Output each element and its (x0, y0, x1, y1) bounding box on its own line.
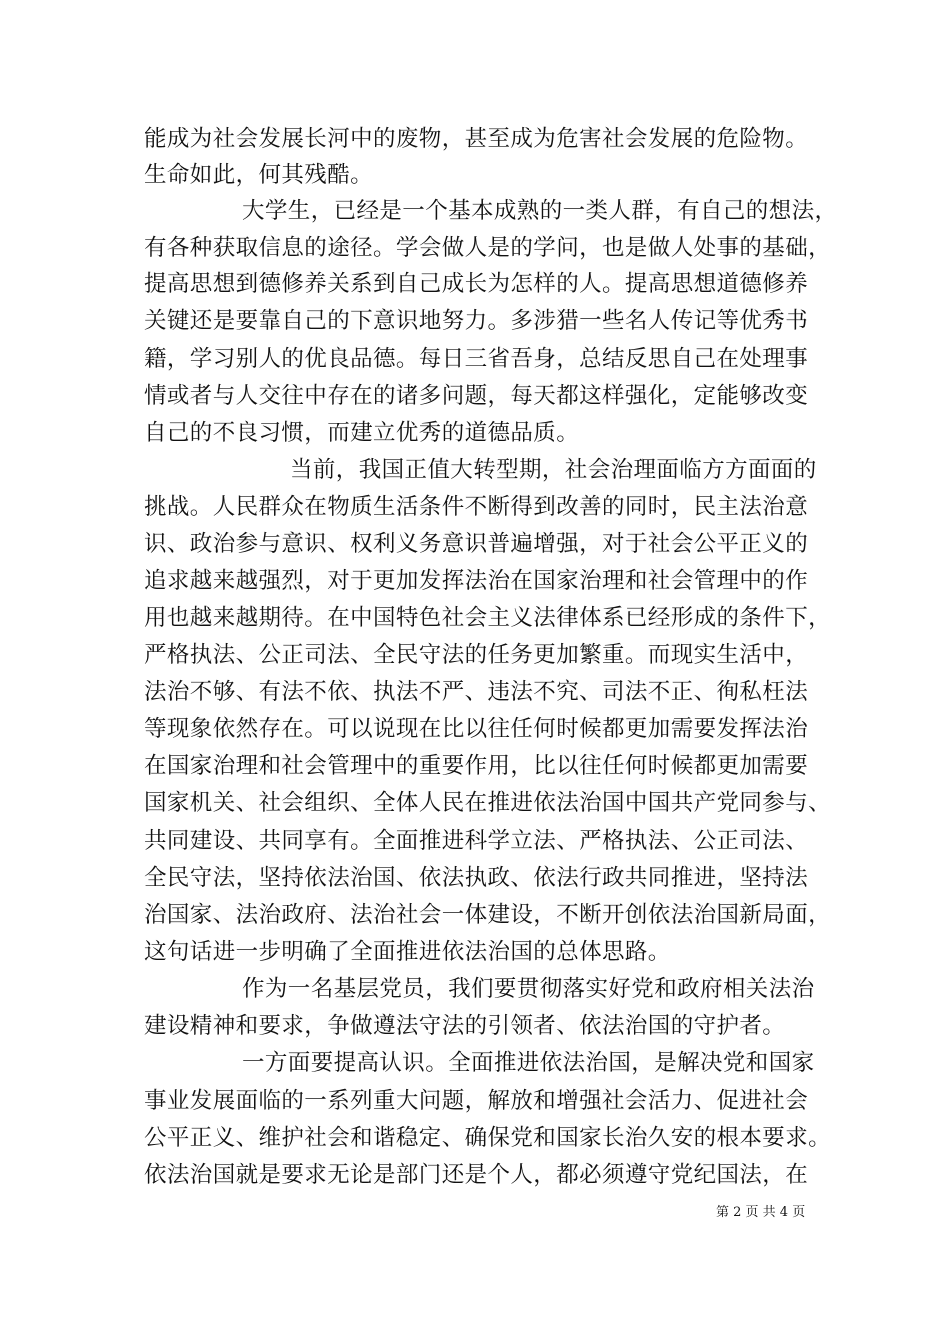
text-line: 生命如此，何其残酷。 (144, 162, 374, 188)
text-line: 依法治国就是要求无论是部门还是个人，都必须遵守党纪国法，在 (144, 1162, 809, 1188)
text-line: 治国家、法治政府、法治社会一体建设，不断开创依法治国新局面， (144, 902, 832, 928)
text-line: 法治不够、有法不依、执法不严、违法不究、司法不正、徇私枉法 (144, 679, 809, 705)
text-line: 自己的不良习惯，而建立优秀的道德品质。 (144, 420, 580, 446)
text-line: 挑战。人民群众在物质生活条件不断得到改善的同时，民主法治意 (144, 494, 809, 520)
text-line: 严格执法、公正司法、全民守法的任务更加繁重。而现实生活中， (144, 642, 809, 668)
page-number: 第 2 页 共 4 页 (716, 1205, 806, 1220)
paragraph-start-line: 大学生，已经是一个基本成熟的一类人群，有自己的想法， (242, 198, 838, 224)
text-line: 有各种获取信息的途径。学会做人是的学问，也是做人处事的基础， (144, 235, 832, 261)
text-line: 用也越来越期待。在中国特色社会主义法律体系已经形成的条件下， (144, 605, 832, 631)
text-line: 共同建设、共同享有。全面推进科学立法、严格执法、公正司法、 (144, 828, 809, 854)
text-line: 事业发展面临的一系列重大问题，解放和增强社会活力、促进社会 (144, 1088, 809, 1114)
text-line: 这句话进一步明确了全面推进依法治国的总体思路。 (144, 939, 671, 965)
paragraph-start-line: 作为一名基层党员，我们要贯彻落实好党和政府相关法治 (242, 976, 815, 1002)
text-line: 全民守法，坚持依法治国、依法执政、依法行政共同推进，坚持法 (144, 865, 809, 891)
text-line: 国家机关、社会组织、全体人民在推进依法治国中国共产党同参与、 (144, 790, 832, 816)
paragraph-start-line: 当前，我国正值大转型期，社会治理面临方方面面的 (290, 457, 817, 483)
text-line: 等现象依然存在。可以说现在比以往任何时候都更加需要发挥法治 (144, 716, 809, 742)
text-line: 公平正义、维护社会和谐稳定、确保党和国家长治久安的根本要求。 (144, 1125, 832, 1151)
text-line: 追求越来越强烈，对于更加发挥法治在国家治理和社会管理中的作 (144, 568, 809, 594)
text-line: 情或者与人交往中存在的诸多问题，每天都这样强化，定能够改变 (144, 383, 809, 409)
paragraph-start-line: 一方面要提高认识。全面推进依法治国，是解决党和国家 (242, 1050, 815, 1076)
text-line: 建设精神和要求，争做遵法守法的引领者、依法治国的守护者。 (144, 1013, 786, 1039)
text-line: 籍，学习别人的优良品德。每日三省吾身，总结反思自己在处理事 (144, 346, 809, 372)
text-line: 关键还是要靠自己的下意识地努力。多涉猎一些名人传记等优秀书 (144, 308, 809, 334)
text-line: 提高思想到德修养关系到自己成长为怎样的人。提高思想道德修养 (144, 271, 809, 297)
text-line: 能成为社会发展长河中的废物，甚至成为危害社会发展的危险物。 (144, 126, 809, 152)
text-line: 识、政治参与意识、权利义务意识普遍增强，对于社会公平正义的 (144, 531, 809, 557)
text-line: 在国家治理和社会管理中的重要作用，比以往任何时候都更加需要 (144, 753, 809, 779)
